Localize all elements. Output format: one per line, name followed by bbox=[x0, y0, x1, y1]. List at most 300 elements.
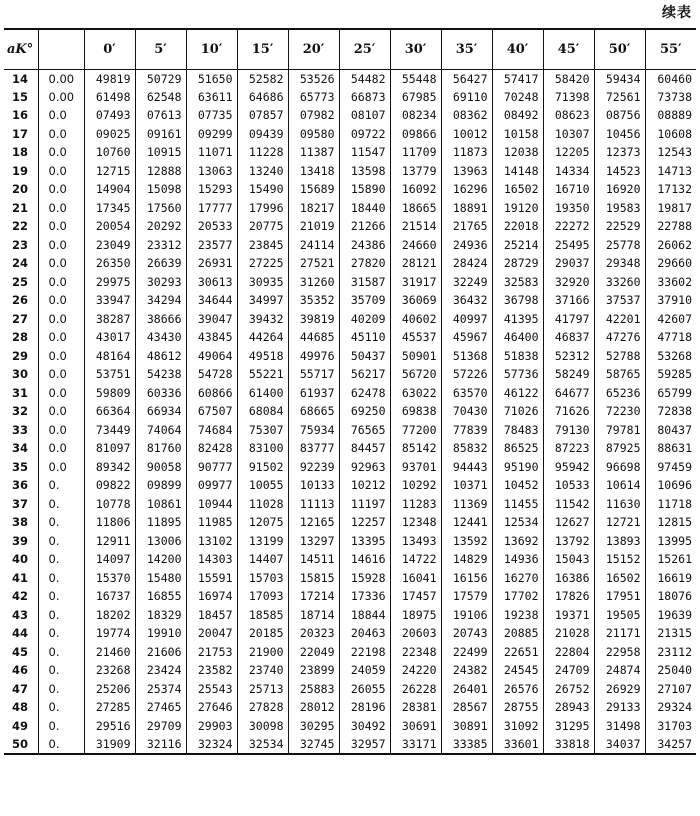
value-cell: 31498 bbox=[594, 717, 645, 736]
value-cell: 89342 bbox=[84, 458, 135, 477]
value-cell: 13297 bbox=[288, 532, 339, 551]
value-cell: 95190 bbox=[492, 458, 543, 477]
value-cell: 21514 bbox=[390, 217, 441, 236]
value-cell: 45110 bbox=[339, 328, 390, 347]
value-cell: 09866 bbox=[390, 125, 441, 144]
value-cell: 28381 bbox=[390, 698, 441, 717]
value-cell: 58765 bbox=[594, 365, 645, 384]
row-leading-digits: 0.0 bbox=[38, 143, 84, 162]
value-cell: 09161 bbox=[135, 125, 186, 144]
row-leading-digits: 0. bbox=[38, 643, 84, 662]
value-cell: 60866 bbox=[186, 384, 237, 403]
value-cell: 32249 bbox=[441, 273, 492, 292]
row-degree: 26 bbox=[12, 293, 29, 308]
value-cell: 48612 bbox=[135, 347, 186, 366]
value-cell: 10055 bbox=[237, 476, 288, 495]
table-row bbox=[4, 421, 696, 440]
value-cell: 71026 bbox=[492, 402, 543, 421]
value-cell: 21765 bbox=[441, 217, 492, 236]
value-cell: 60336 bbox=[135, 384, 186, 403]
value-cell: 14407 bbox=[237, 550, 288, 569]
continued-table-caption: 续表 bbox=[662, 5, 692, 21]
value-cell: 31703 bbox=[645, 717, 696, 736]
value-cell: 17777 bbox=[186, 199, 237, 218]
value-cell: 43017 bbox=[84, 328, 135, 347]
value-cell: 14616 bbox=[339, 550, 390, 569]
value-cell: 61400 bbox=[237, 384, 288, 403]
value-cell: 49064 bbox=[186, 347, 237, 366]
value-cell: 41797 bbox=[543, 310, 594, 329]
value-cell: 29324 bbox=[645, 698, 696, 717]
value-cell: 51838 bbox=[492, 347, 543, 366]
value-cell: 21753 bbox=[186, 643, 237, 662]
value-cell: 96698 bbox=[594, 458, 645, 477]
value-cell: 82428 bbox=[186, 439, 237, 458]
value-cell: 24059 bbox=[339, 661, 390, 680]
row-leading-digits: 0. bbox=[38, 476, 84, 495]
row-leading-digits: 0.0 bbox=[38, 162, 84, 181]
value-cell: 77839 bbox=[441, 421, 492, 440]
value-cell: 13893 bbox=[594, 532, 645, 551]
row-degree: 22 bbox=[12, 219, 29, 234]
value-cell: 08234 bbox=[390, 106, 441, 125]
value-cell: 52312 bbox=[543, 347, 594, 366]
value-cell: 95942 bbox=[543, 458, 594, 477]
value-cell: 18076 bbox=[645, 587, 696, 606]
value-cell: 49819 bbox=[84, 69, 135, 88]
value-cell: 25543 bbox=[186, 680, 237, 699]
value-cell: 20533 bbox=[186, 217, 237, 236]
value-cell: 46122 bbox=[492, 384, 543, 403]
value-cell: 56427 bbox=[441, 69, 492, 88]
value-cell: 10158 bbox=[492, 125, 543, 144]
value-cell: 17996 bbox=[237, 199, 288, 218]
value-cell: 10012 bbox=[441, 125, 492, 144]
row-degree: 42 bbox=[12, 589, 29, 604]
value-cell: 18440 bbox=[339, 199, 390, 218]
value-cell: 36432 bbox=[441, 291, 492, 310]
value-cell: 11542 bbox=[543, 495, 594, 514]
value-cell: 24709 bbox=[543, 661, 594, 680]
row-leading-digits: 0. bbox=[38, 661, 84, 680]
value-cell: 13692 bbox=[492, 532, 543, 551]
value-cell: 12441 bbox=[441, 513, 492, 532]
value-cell: 11028 bbox=[237, 495, 288, 514]
value-cell: 71626 bbox=[543, 402, 594, 421]
value-cell: 75307 bbox=[237, 421, 288, 440]
row-leading-digits: 0. bbox=[38, 532, 84, 551]
value-cell: 20463 bbox=[339, 624, 390, 643]
header-minute: 35′ bbox=[441, 29, 492, 69]
value-cell: 10456 bbox=[594, 125, 645, 144]
value-cell: 13395 bbox=[339, 532, 390, 551]
value-cell: 25206 bbox=[84, 680, 135, 699]
value-cell: 16737 bbox=[84, 587, 135, 606]
value-cell: 70430 bbox=[441, 402, 492, 421]
value-cell: 31295 bbox=[543, 717, 594, 736]
value-cell: 67985 bbox=[390, 88, 441, 107]
table-row bbox=[4, 125, 696, 144]
value-cell: 24660 bbox=[390, 236, 441, 255]
value-cell: 83777 bbox=[288, 439, 339, 458]
value-cell: 11197 bbox=[339, 495, 390, 514]
value-cell: 52582 bbox=[237, 69, 288, 88]
value-cell: 32583 bbox=[492, 273, 543, 292]
value-cell: 87925 bbox=[594, 439, 645, 458]
value-cell: 58420 bbox=[543, 69, 594, 88]
table-row bbox=[4, 328, 696, 347]
value-cell: 50729 bbox=[135, 69, 186, 88]
header-minute: 15′ bbox=[237, 29, 288, 69]
table-row bbox=[4, 347, 696, 366]
value-cell: 18975 bbox=[390, 606, 441, 625]
row-leading-digits: 0.0 bbox=[38, 199, 84, 218]
value-cell: 16855 bbox=[135, 587, 186, 606]
value-cell: 44685 bbox=[288, 328, 339, 347]
value-cell: 15890 bbox=[339, 180, 390, 199]
value-cell: 16502 bbox=[594, 569, 645, 588]
value-cell: 34257 bbox=[645, 735, 696, 754]
value-cell: 20775 bbox=[237, 217, 288, 236]
value-cell: 59809 bbox=[84, 384, 135, 403]
value-cell: 65236 bbox=[594, 384, 645, 403]
table-row bbox=[4, 273, 696, 292]
value-cell: 08889 bbox=[645, 106, 696, 125]
value-cell: 11113 bbox=[288, 495, 339, 514]
value-cell: 64686 bbox=[237, 88, 288, 107]
value-cell: 62548 bbox=[135, 88, 186, 107]
value-cell: 07735 bbox=[186, 106, 237, 125]
value-cell: 13963 bbox=[441, 162, 492, 181]
value-cell: 46400 bbox=[492, 328, 543, 347]
row-leading-digits: 0.0 bbox=[38, 254, 84, 273]
value-cell: 09822 bbox=[84, 476, 135, 495]
value-cell: 13493 bbox=[390, 532, 441, 551]
value-cell: 29037 bbox=[543, 254, 594, 273]
value-cell: 43430 bbox=[135, 328, 186, 347]
table-row bbox=[4, 624, 696, 643]
value-cell: 75934 bbox=[288, 421, 339, 440]
value-cell: 37166 bbox=[543, 291, 594, 310]
value-cell: 39819 bbox=[288, 310, 339, 329]
value-cell: 28729 bbox=[492, 254, 543, 273]
row-leading-digits: 0. bbox=[38, 624, 84, 643]
value-cell: 74064 bbox=[135, 421, 186, 440]
value-cell: 14334 bbox=[543, 162, 594, 181]
value-cell: 27820 bbox=[339, 254, 390, 273]
row-degree: 29 bbox=[12, 348, 29, 363]
row-degree: 39 bbox=[12, 533, 29, 548]
table-row bbox=[4, 180, 696, 199]
value-cell: 28755 bbox=[492, 698, 543, 717]
value-cell: 38287 bbox=[84, 310, 135, 329]
value-cell: 26752 bbox=[543, 680, 594, 699]
value-cell: 31587 bbox=[339, 273, 390, 292]
value-cell: 18457 bbox=[186, 606, 237, 625]
value-cell: 23899 bbox=[288, 661, 339, 680]
value-cell: 22018 bbox=[492, 217, 543, 236]
value-cell: 16920 bbox=[594, 180, 645, 199]
value-cell: 12075 bbox=[237, 513, 288, 532]
value-cell: 33385 bbox=[441, 735, 492, 754]
value-cell: 55448 bbox=[390, 69, 441, 88]
value-cell: 55717 bbox=[288, 365, 339, 384]
value-cell: 13592 bbox=[441, 532, 492, 551]
value-cell: 51650 bbox=[186, 69, 237, 88]
value-cell: 12627 bbox=[543, 513, 594, 532]
value-cell: 49518 bbox=[237, 347, 288, 366]
row-leading-digits: 0.0 bbox=[38, 328, 84, 347]
value-cell: 25495 bbox=[543, 236, 594, 255]
value-cell: 54728 bbox=[186, 365, 237, 384]
value-cell: 27285 bbox=[84, 698, 135, 717]
row-degree: 47 bbox=[12, 681, 29, 696]
table-row bbox=[4, 106, 696, 125]
value-cell: 23577 bbox=[186, 236, 237, 255]
value-cell: 33260 bbox=[594, 273, 645, 292]
value-cell: 26401 bbox=[441, 680, 492, 699]
value-cell: 18585 bbox=[237, 606, 288, 625]
row-degree: 48 bbox=[12, 700, 29, 715]
value-cell: 09299 bbox=[186, 125, 237, 144]
row-leading-digits: 0. bbox=[38, 550, 84, 569]
value-cell: 52788 bbox=[594, 347, 645, 366]
value-cell: 72230 bbox=[594, 402, 645, 421]
value-cell: 23740 bbox=[237, 661, 288, 680]
row-leading-digits: 0.0 bbox=[38, 273, 84, 292]
value-cell: 73738 bbox=[645, 88, 696, 107]
value-cell: 28424 bbox=[441, 254, 492, 273]
value-cell: 63611 bbox=[186, 88, 237, 107]
value-cell: 12257 bbox=[339, 513, 390, 532]
value-cell: 31909 bbox=[84, 735, 135, 754]
row-leading-digits: 0. bbox=[38, 717, 84, 736]
value-cell: 93701 bbox=[390, 458, 441, 477]
value-cell: 15490 bbox=[237, 180, 288, 199]
involute-function-table bbox=[4, 28, 696, 755]
row-degree: 19 bbox=[12, 163, 29, 178]
value-cell: 61937 bbox=[288, 384, 339, 403]
value-cell: 22198 bbox=[339, 643, 390, 662]
value-cell: 29709 bbox=[135, 717, 186, 736]
value-cell: 27646 bbox=[186, 698, 237, 717]
value-cell: 10307 bbox=[543, 125, 594, 144]
table-row bbox=[4, 680, 696, 699]
value-cell: 46837 bbox=[543, 328, 594, 347]
value-cell: 56720 bbox=[390, 365, 441, 384]
value-cell: 23312 bbox=[135, 236, 186, 255]
value-cell: 22049 bbox=[288, 643, 339, 662]
value-cell: 10944 bbox=[186, 495, 237, 514]
value-cell: 11895 bbox=[135, 513, 186, 532]
header-minute: 25′ bbox=[339, 29, 390, 69]
value-cell: 10760 bbox=[84, 143, 135, 162]
table-row bbox=[4, 439, 696, 458]
value-cell: 11985 bbox=[186, 513, 237, 532]
value-cell: 31260 bbox=[288, 273, 339, 292]
value-cell: 08492 bbox=[492, 106, 543, 125]
value-cell: 97459 bbox=[645, 458, 696, 477]
table-row bbox=[4, 717, 696, 736]
value-cell: 63022 bbox=[390, 384, 441, 403]
value-cell: 73449 bbox=[84, 421, 135, 440]
value-cell: 27521 bbox=[288, 254, 339, 273]
value-cell: 43845 bbox=[186, 328, 237, 347]
value-cell: 17951 bbox=[594, 587, 645, 606]
table-row bbox=[4, 291, 696, 310]
value-cell: 13006 bbox=[135, 532, 186, 551]
value-cell: 34294 bbox=[135, 291, 186, 310]
row-degree: 43 bbox=[12, 607, 29, 622]
table-row bbox=[4, 643, 696, 662]
table-row bbox=[4, 458, 696, 477]
value-cell: 67507 bbox=[186, 402, 237, 421]
value-cell: 42201 bbox=[594, 310, 645, 329]
value-cell: 34037 bbox=[594, 735, 645, 754]
value-cell: 24386 bbox=[339, 236, 390, 255]
value-cell: 11873 bbox=[441, 143, 492, 162]
value-cell: 10371 bbox=[441, 476, 492, 495]
value-cell: 58249 bbox=[543, 365, 594, 384]
header-minute: 45′ bbox=[543, 29, 594, 69]
header-angle-degree: aK° bbox=[4, 29, 38, 69]
value-cell: 24936 bbox=[441, 236, 492, 255]
value-cell: 16710 bbox=[543, 180, 594, 199]
value-cell: 25040 bbox=[645, 661, 696, 680]
value-cell: 68665 bbox=[288, 402, 339, 421]
value-cell: 07857 bbox=[237, 106, 288, 125]
row-degree: 27 bbox=[12, 311, 29, 326]
value-cell: 17336 bbox=[339, 587, 390, 606]
row-leading-digits: 0.0 bbox=[38, 291, 84, 310]
value-cell: 13598 bbox=[339, 162, 390, 181]
value-cell: 10212 bbox=[339, 476, 390, 495]
value-cell: 19639 bbox=[645, 606, 696, 625]
value-cell: 33818 bbox=[543, 735, 594, 754]
value-cell: 11228 bbox=[237, 143, 288, 162]
value-cell: 13199 bbox=[237, 532, 288, 551]
value-cell: 12348 bbox=[390, 513, 441, 532]
row-degree: 41 bbox=[12, 570, 29, 585]
header-minute: 50′ bbox=[594, 29, 645, 69]
value-cell: 16296 bbox=[441, 180, 492, 199]
value-cell: 78483 bbox=[492, 421, 543, 440]
value-cell: 59434 bbox=[594, 69, 645, 88]
table-row bbox=[4, 587, 696, 606]
value-cell: 28121 bbox=[390, 254, 441, 273]
value-cell: 13792 bbox=[543, 532, 594, 551]
value-cell: 25713 bbox=[237, 680, 288, 699]
value-cell: 40602 bbox=[390, 310, 441, 329]
value-cell: 13779 bbox=[390, 162, 441, 181]
value-cell: 16619 bbox=[645, 569, 696, 588]
value-cell: 16386 bbox=[543, 569, 594, 588]
value-cell: 16092 bbox=[390, 180, 441, 199]
row-leading-digits: 0.0 bbox=[38, 402, 84, 421]
row-degree: 34 bbox=[12, 441, 29, 456]
value-cell: 45967 bbox=[441, 328, 492, 347]
value-cell: 76565 bbox=[339, 421, 390, 440]
value-cell: 08362 bbox=[441, 106, 492, 125]
row-degree: 14 bbox=[12, 71, 29, 86]
value-cell: 92963 bbox=[339, 458, 390, 477]
value-cell: 09722 bbox=[339, 125, 390, 144]
row-leading-digits: 0.0 bbox=[38, 236, 84, 255]
value-cell: 14829 bbox=[441, 550, 492, 569]
value-cell: 18329 bbox=[135, 606, 186, 625]
value-cell: 14303 bbox=[186, 550, 237, 569]
value-cell: 28196 bbox=[339, 698, 390, 717]
value-cell: 17214 bbox=[288, 587, 339, 606]
value-cell: 45537 bbox=[390, 328, 441, 347]
value-cell: 14097 bbox=[84, 550, 135, 569]
value-cell: 15152 bbox=[594, 550, 645, 569]
row-degree: 50 bbox=[4, 735, 38, 754]
value-cell: 14936 bbox=[492, 550, 543, 569]
header-minute: 20′ bbox=[288, 29, 339, 69]
value-cell: 33171 bbox=[390, 735, 441, 754]
value-cell: 26055 bbox=[339, 680, 390, 699]
value-cell: 08107 bbox=[339, 106, 390, 125]
value-cell: 20054 bbox=[84, 217, 135, 236]
value-cell: 32920 bbox=[543, 273, 594, 292]
value-cell: 61498 bbox=[84, 88, 135, 107]
row-degree: 23 bbox=[12, 237, 29, 252]
value-cell: 15928 bbox=[339, 569, 390, 588]
value-cell: 68084 bbox=[237, 402, 288, 421]
value-cell: 18665 bbox=[390, 199, 441, 218]
value-cell: 48164 bbox=[84, 347, 135, 366]
row-degree: 33 bbox=[12, 422, 29, 437]
row-degree: 31 bbox=[12, 385, 29, 400]
row-degree: 16 bbox=[12, 108, 29, 123]
value-cell: 20323 bbox=[288, 624, 339, 643]
value-cell: 40209 bbox=[339, 310, 390, 329]
value-cell: 27828 bbox=[237, 698, 288, 717]
value-cell: 39432 bbox=[237, 310, 288, 329]
value-cell: 10533 bbox=[543, 476, 594, 495]
value-cell: 37910 bbox=[645, 291, 696, 310]
value-cell: 15098 bbox=[135, 180, 186, 199]
value-cell: 17560 bbox=[135, 199, 186, 218]
value-cell: 86525 bbox=[492, 439, 543, 458]
value-cell: 26929 bbox=[594, 680, 645, 699]
value-cell: 13102 bbox=[186, 532, 237, 551]
value-cell: 35352 bbox=[288, 291, 339, 310]
value-cell: 17826 bbox=[543, 587, 594, 606]
value-cell: 07613 bbox=[135, 106, 186, 125]
value-cell: 11071 bbox=[186, 143, 237, 162]
row-leading-digits: 0.0 bbox=[38, 421, 84, 440]
row-leading-digits: 0.0 bbox=[38, 347, 84, 366]
value-cell: 19910 bbox=[135, 624, 186, 643]
value-cell: 23845 bbox=[237, 236, 288, 255]
value-cell: 90777 bbox=[186, 458, 237, 477]
value-cell: 39047 bbox=[186, 310, 237, 329]
value-cell: 53526 bbox=[288, 69, 339, 88]
value-cell: 14904 bbox=[84, 180, 135, 199]
value-cell: 12911 bbox=[84, 532, 135, 551]
value-cell: 15293 bbox=[186, 180, 237, 199]
table-row bbox=[4, 143, 696, 162]
row-leading-digits: 0. bbox=[38, 680, 84, 699]
value-cell: 12721 bbox=[594, 513, 645, 532]
value-cell: 20185 bbox=[237, 624, 288, 643]
value-cell: 27465 bbox=[135, 698, 186, 717]
value-cell: 19238 bbox=[492, 606, 543, 625]
value-cell: 71398 bbox=[543, 88, 594, 107]
row-leading-digits: 0. bbox=[38, 495, 84, 514]
